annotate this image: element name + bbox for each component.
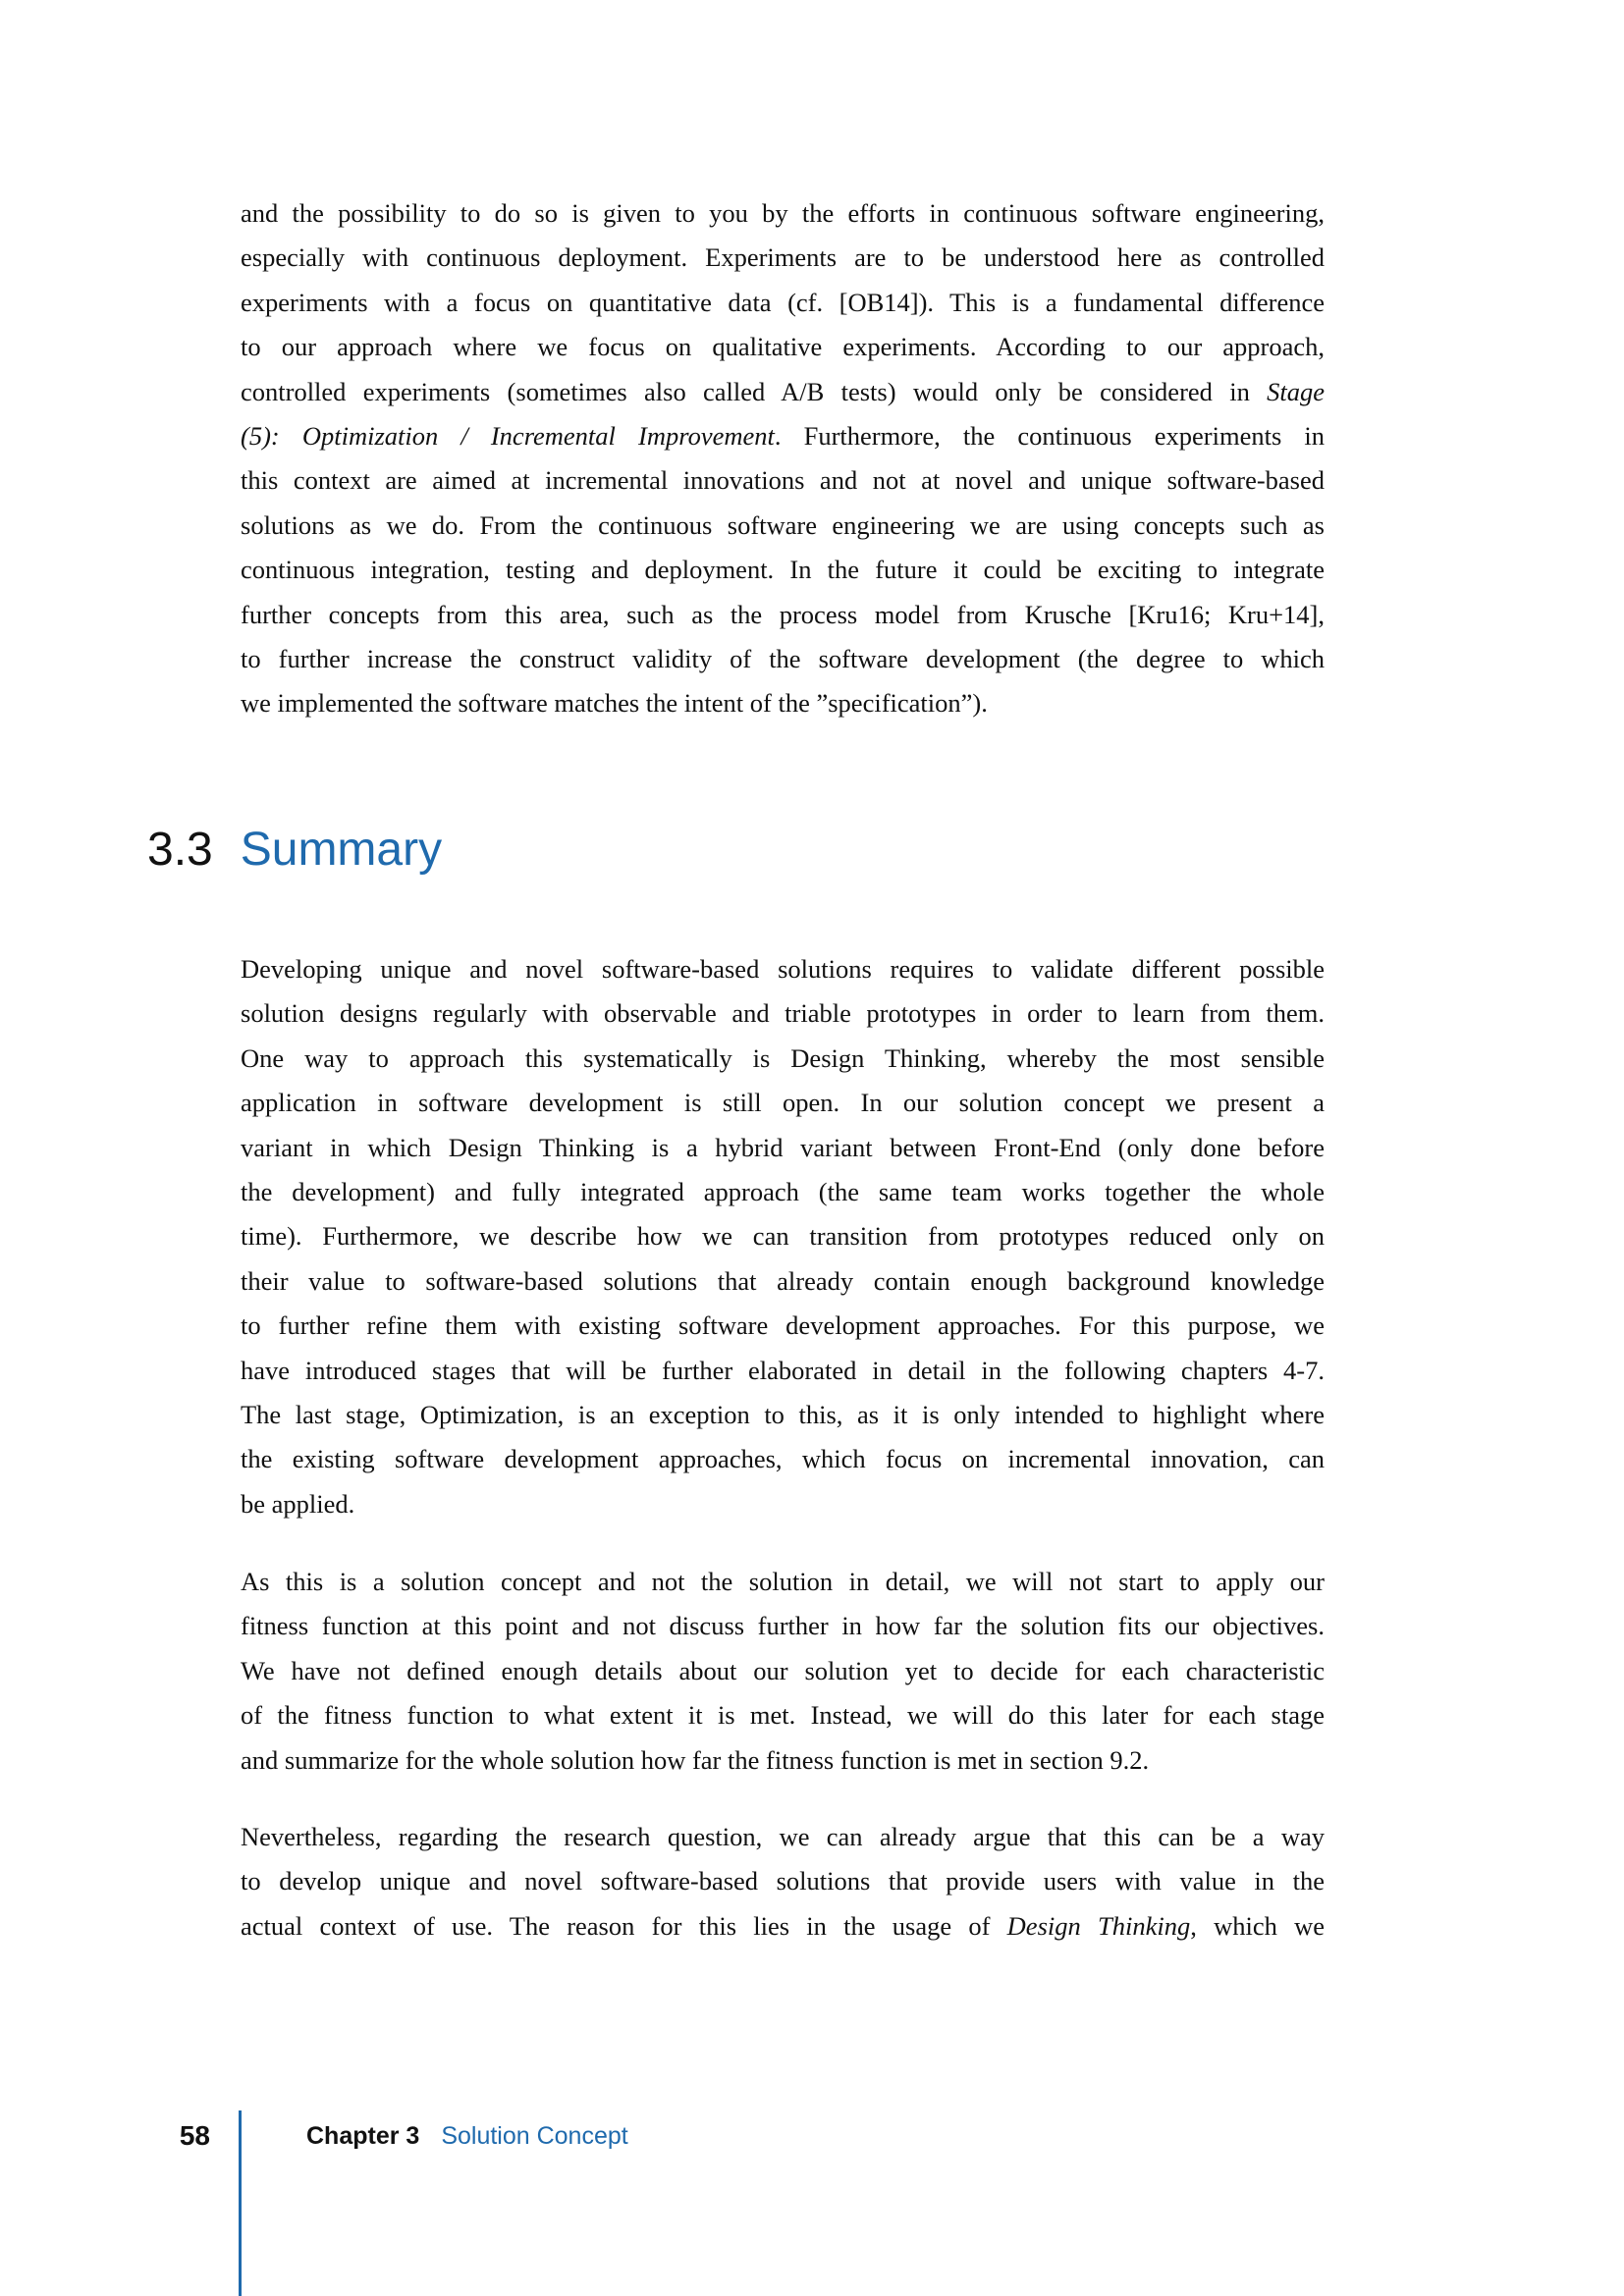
text-line: to further increase the construct validity of the software development (the degree to which <box>241 643 1325 673</box>
text-line: time). Furthermore, we describe how we can transition from prototypes reduced only on <box>241 1221 1325 1252</box>
running-footer <box>306 2122 628 2151</box>
text-line: this context are aimed at incremental innovations and not at novel and unique software-based <box>241 465 1325 496</box>
text-line: to develop unique and novel software-based solutions that provide users with value in the <box>241 1866 1325 1896</box>
text-line: and the possibility to do so is given to you by the efforts in continuous software engineering, <box>241 198 1325 228</box>
text-line: to our approach where we focus on qualitative experiments. According to our approach, <box>241 332 1325 362</box>
section-title: Summary <box>240 824 443 876</box>
text-line: further concepts from this area, such as the process model from Krusche [Kru16; Kru+14], <box>241 599 1325 629</box>
paragraph-continuous-experiments <box>241 191 1325 726</box>
italic-text: Design Thinking <box>1006 1910 1191 1941</box>
text-line: especially with continuous deployment. Experiments are to be understood here as controlled <box>241 242 1325 273</box>
text-line: we implemented the software matches the intent of the ”specification”). <box>241 688 988 719</box>
text-segment: controlled experiments (sometimes also called A/B tests) would only be considered in <box>241 376 1268 406</box>
text-line: solution designs regularly with observable and triable prototypes in order to learn from them. <box>241 998 1325 1029</box>
text-segment: actual context of use. The reason for this lies in the usage of <box>241 1910 1007 1941</box>
text-segment: . Furthermore, the continuous experiments in <box>774 420 1326 451</box>
footer-divider <box>239 2110 242 2296</box>
paragraph-summary-2 <box>241 1560 1325 1783</box>
text-line: Developing unique and novel software-based solutions requires to validate different possible <box>241 954 1325 984</box>
section-heading <box>147 821 442 880</box>
page-number: 58 <box>179 2120 210 2151</box>
text-line: fitness function at this point and not discuss further in how far the solution fits our objectives. <box>241 1611 1325 1641</box>
text-line: experiments with a focus on quantitative data (cf. [OB14]). This is a fundamental difference <box>241 287 1325 317</box>
text-line: have introduced stages that will be further elaborated in detail in the following chapters 4-7. <box>241 1355 1325 1385</box>
section-number: 3.3 <box>147 824 213 876</box>
text-line: the development) and fully integrated approach (the same team works together the whole <box>241 1176 1325 1206</box>
text-line: their value to software-based solutions that already contain enough background knowledge <box>241 1265 1325 1296</box>
paragraph-summary-1 <box>241 947 1325 1526</box>
italic-text: (5): Optimization / Incremental Improvement <box>241 420 775 451</box>
text-line: be applied. <box>241 1488 355 1519</box>
text-line <box>241 370 1325 414</box>
text-segment: , which we <box>1190 1910 1325 1941</box>
text-line: of the fitness function to what extent it is met. Instead, we will do this later for each stage <box>241 1700 1325 1731</box>
italic-text: Stage <box>1267 376 1325 406</box>
paragraph-summary-3 <box>241 1815 1325 1949</box>
text-line: application in software development is still open. In our solution concept we present a <box>241 1088 1325 1118</box>
text-line: One way to approach this systematically is Design Thinking, whereby the most sensible <box>241 1042 1325 1073</box>
text-line: The last stage, Optimization, is an exception to this, as it is only intended to highlight where <box>241 1399 1325 1429</box>
chapter-label: Chapter 3 <box>306 2122 420 2150</box>
text-line: the existing software development approaches, which focus on incremental innovation, can <box>241 1444 1325 1474</box>
text-line: As this is a solution concept and not the solution in detail, we will not start to apply our <box>241 1567 1325 1596</box>
text-line: variant in which Design Thinking is a hybrid variant between Front-End (only done before <box>241 1132 1325 1162</box>
text-line: and summarize for the whole solution how far the fitness function is met in section 9.2. <box>241 1744 1150 1775</box>
chapter-title: Solution Concept <box>441 2122 628 2150</box>
text-line <box>241 414 1325 458</box>
text-line: to further refine them with existing software development approaches. For this purpose, we <box>241 1310 1325 1341</box>
text-line: solutions as we do. From the continuous software engineering we are using concepts such as <box>241 509 1325 540</box>
text-line: Nevertheless, regarding the research question, we can already argue that this can be a way <box>241 1822 1325 1851</box>
text-line: continuous integration, testing and deployment. In the future it could be exciting to integrate <box>241 555 1325 585</box>
text-line <box>241 1904 1325 1949</box>
text-line: We have not defined enough details about our solution yet to decide for each characteristic <box>241 1655 1325 1685</box>
